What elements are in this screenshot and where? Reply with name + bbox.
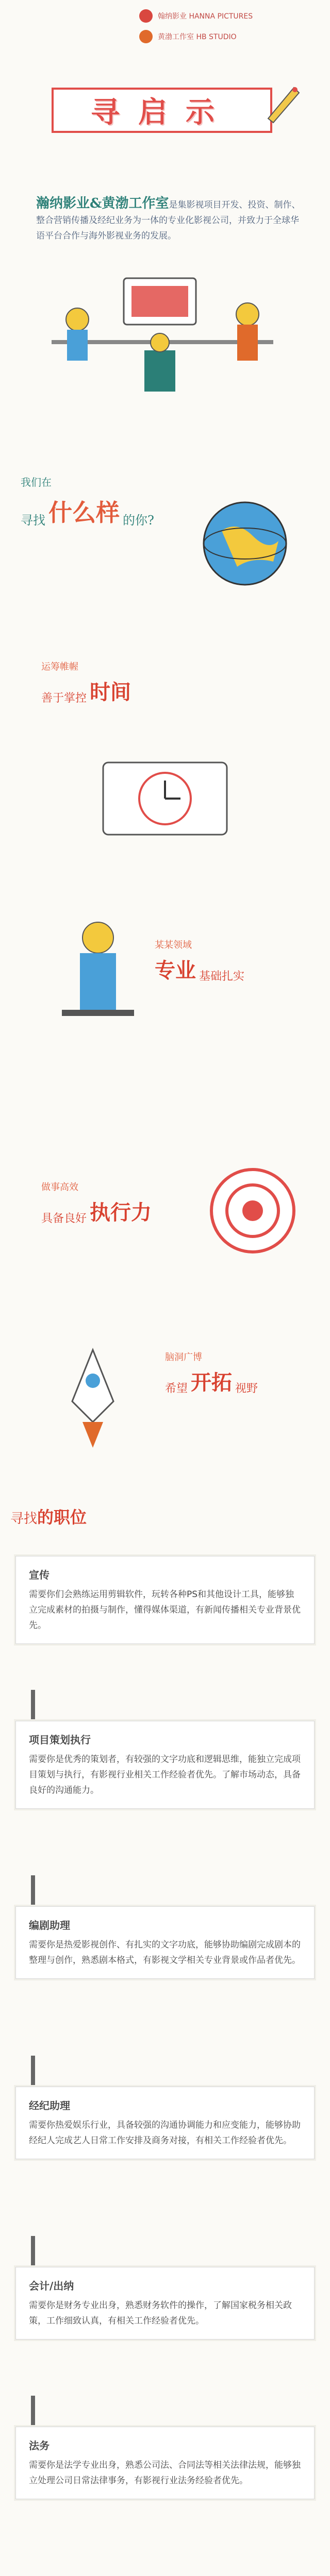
feature-big: 执行力 bbox=[90, 1201, 152, 1225]
position-desc: 需要你是法学专业出身，熟悉公司法、合同法等相关法律法规，能够独立处理公司日常法律事务，有影视行业法务经验者优先。 bbox=[29, 2460, 301, 2486]
position-role: 会计/出纳 bbox=[29, 2280, 74, 2292]
position-desc: 需要你是优秀的策划者，有较强的文字功底和逻辑思维，能独立完成项目策划与执行，有影视行业相关工作经验者优先。了解市场动态，具备良好的沟通能力。 bbox=[29, 1754, 301, 1795]
logo-hanna[interactable] bbox=[139, 9, 253, 23]
target-illustration bbox=[196, 1154, 309, 1267]
card-connector bbox=[31, 2056, 35, 2087]
globe-icon bbox=[191, 489, 299, 598]
feature-small: 运筹帷幄 bbox=[41, 662, 78, 672]
positions-head bbox=[10, 1504, 87, 1528]
position-card bbox=[15, 2267, 315, 2340]
office-illustration bbox=[36, 258, 289, 402]
position-role: 经纪助理 bbox=[29, 2099, 70, 2112]
positions-head-pre: 寻找 bbox=[10, 1511, 38, 1527]
position-card bbox=[15, 1721, 315, 1809]
position-desc: 需要你热爱娱乐行业，具备较强的沟通协调能力和应变能力，能够协助经纪人完成艺人日常工作安排及商务对接，有相关工作经验者优先。 bbox=[29, 2120, 301, 2146]
title-box bbox=[52, 88, 272, 133]
feature-pre: 希望 bbox=[165, 1382, 188, 1395]
intro bbox=[36, 196, 304, 244]
page-title: 寻启示 bbox=[91, 96, 233, 129]
card-connector bbox=[31, 2396, 35, 2427]
seek-post: 的你? bbox=[123, 513, 154, 528]
position-role: 宣传 bbox=[29, 1569, 50, 1581]
seek-big: 什么样 bbox=[48, 499, 120, 527]
title-block bbox=[21, 77, 309, 139]
professional-illustration bbox=[41, 907, 155, 1030]
hb-logo-icon bbox=[139, 30, 153, 43]
rocket-illustration bbox=[31, 1340, 155, 1453]
feature-small: 做事高效 bbox=[41, 1182, 78, 1193]
feature-line bbox=[155, 954, 309, 984]
feature-post: 基础扎实 bbox=[199, 970, 245, 983]
feature-professional bbox=[155, 938, 309, 984]
logo-hanna-label: 翰纳影业 HANNA PICTURES bbox=[158, 12, 253, 21]
header bbox=[0, 0, 330, 62]
feature-line bbox=[41, 676, 289, 705]
intro-company: 瀚纳影业&黄渤工作室 bbox=[36, 196, 169, 211]
card-connector bbox=[31, 1875, 35, 1906]
position-desc: 需要你是财务专业出身，熟悉财务软件的操作，了解国家税务相关政策，工作细致认真，有相关工作经验者优先。 bbox=[29, 2300, 292, 2326]
hanna-logo-icon bbox=[139, 9, 153, 23]
seek-small: 我们在 bbox=[21, 476, 52, 488]
feature-pre: 具备良好 bbox=[41, 1212, 87, 1225]
feature-big: 时间 bbox=[90, 681, 131, 704]
clock-illustration bbox=[72, 721, 258, 845]
pen-icon bbox=[263, 82, 304, 124]
intro-body: 是集影视项目开发、投资、制作、整合营销传播及经纪业务为一体的专业化影视公司，并致力于全球华语平台合作与海外影视业务的发展。 bbox=[36, 200, 301, 241]
positions-head-big: 的职位 bbox=[37, 1507, 87, 1527]
feature-small: 脑洞广博 bbox=[165, 1352, 202, 1363]
feature-big: 专业 bbox=[155, 959, 196, 982]
position-desc: 需要你是热爱影视创作、有扎实的文字功底，能够协助编剧完成剧本的整理与创作，熟悉剧本格式，有影视文学相关专业背景或作品者优先。 bbox=[29, 1940, 301, 1965]
logo-hb-label: 黄渤工作室 HB STUDIO bbox=[158, 33, 237, 41]
position-role: 项目策划执行 bbox=[29, 1734, 91, 1746]
position-role: 法务 bbox=[29, 2439, 50, 2452]
feature-time bbox=[41, 659, 289, 705]
seek-pre: 寻找 bbox=[21, 513, 45, 528]
position-card bbox=[15, 2427, 315, 2499]
position-card bbox=[15, 1906, 315, 1979]
card-connector bbox=[31, 1690, 35, 1721]
feature-small: 某某领域 bbox=[155, 940, 192, 951]
feature-post: 视野 bbox=[235, 1382, 258, 1395]
feature-line bbox=[165, 1366, 309, 1396]
position-role: 编剧助理 bbox=[29, 1919, 70, 1931]
position-card bbox=[15, 1556, 315, 1644]
card-connector bbox=[31, 2236, 35, 2267]
position-card bbox=[15, 2087, 315, 2159]
feature-pre: 善于掌控 bbox=[41, 692, 87, 705]
intro-text bbox=[36, 196, 304, 244]
seek-section bbox=[21, 474, 309, 618]
logo-hb[interactable] bbox=[139, 30, 237, 43]
feature-vision bbox=[165, 1350, 309, 1396]
feature-big: 开拓 bbox=[191, 1371, 233, 1395]
position-desc: 需要你们会熟练运用剪辑软件，玩转各种PS和其他设计工具，能够独立完成素材的拍摄与制作，懂得媒体渠道，有新闻传播相关专业背景优先。 bbox=[29, 1589, 301, 1631]
